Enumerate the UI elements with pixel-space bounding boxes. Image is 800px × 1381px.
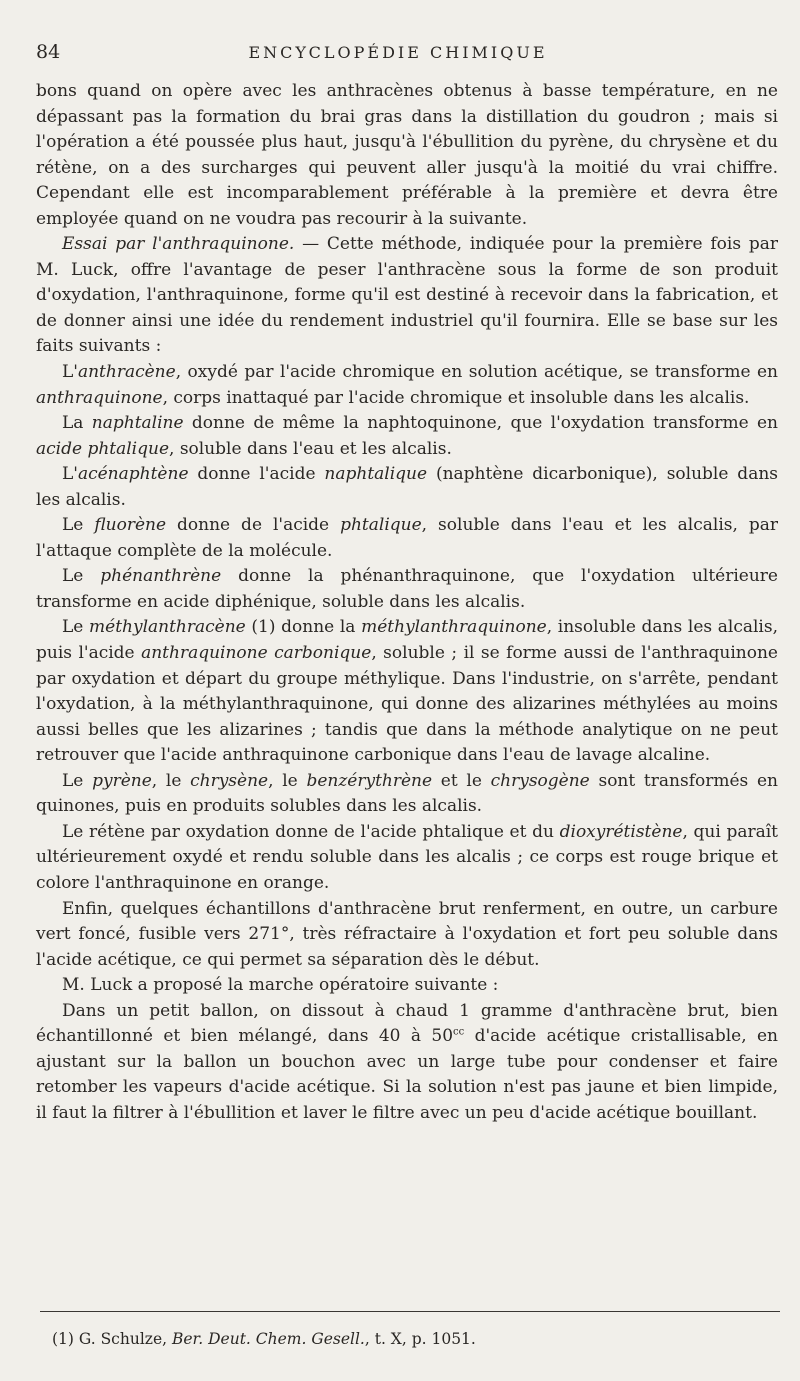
- italic-term: phénanthrène: [100, 566, 222, 587]
- italic-term: chrysène: [190, 770, 269, 791]
- paragraph: [36, 769, 778, 820]
- text: donne de l'acide: [166, 515, 341, 536]
- italic-term: anthracène: [77, 362, 176, 383]
- superscript: cc: [453, 1026, 465, 1038]
- text: (1) donne la: [245, 617, 362, 638]
- paragraph: [36, 79, 778, 232]
- text: La: [62, 413, 92, 434]
- text: , soluble dans l'eau et les alcalis, par l'attaque complète de la molécule.: [36, 515, 779, 561]
- text: — Cette méthode, indiquée pour la première fois par M. Luck, offre l'avantage de peser l'anthracène sous la forme de son produit d'oxydation, l'anthraquinone, forme qu'il est destiné à recevoir dans la fabrication, et de donner ainsi une idée du rendement industriel qu'il fournira. Elle se base sur les faits suivants :: [36, 234, 778, 357]
- paragraph: [36, 411, 778, 462]
- italic-term: chrysogène: [490, 770, 590, 791]
- text: L': [62, 464, 78, 485]
- italic-term: fluorène: [94, 515, 167, 536]
- text: d'acide acétique cristallisable, en ajustant sur la ballon un bouchon avec un large tube pour condenser et faire retomber les vapeurs d'acide acétique. Si la solution n'est pas jaune et bien limpide, il faut la filtrer à l'ébullition et laver le filtre avec un peu d'acide acétique bouillant.: [36, 1026, 778, 1123]
- paragraph: [36, 462, 778, 513]
- text: Dans un petit ballon, on dissout à chaud 1 gramme d'anthracène brut, bien échantillonné et bien mélangé, dans 40 à 50: [36, 1000, 778, 1047]
- text: et le: [432, 770, 491, 791]
- italic-term: anthraquinone: [36, 387, 163, 408]
- paragraph: [36, 820, 778, 897]
- citation-title: Ber. Deut. Chem. Gesell.: [171, 1330, 365, 1348]
- running-title: ENCYCLOPÉDIE CHIMIQUE: [248, 43, 548, 62]
- italic-term: naphtaline: [91, 413, 184, 434]
- text: Le: [62, 515, 95, 536]
- italic-term: anthraquinone carbonique: [141, 643, 372, 664]
- text: , oxydé par l'acide chromique en solution acétique, se transforme en: [175, 362, 778, 383]
- italic-term: acide phtalique: [36, 438, 170, 459]
- text: Le: [62, 770, 93, 791]
- paragraph: [36, 897, 778, 974]
- text: L': [62, 362, 78, 383]
- text: Le rétène par oxydation donne de l'acide phtalique et du: [62, 821, 560, 842]
- text: M. Luck a proposé la marche opératoire suivante :: [62, 975, 499, 996]
- italic-term: benzérythrène: [306, 770, 433, 791]
- text: , le: [151, 770, 191, 791]
- text: , insoluble dans les alcalis, puis l'acide: [36, 617, 778, 664]
- page-number: 84: [36, 41, 61, 63]
- italic-term: pyrène: [92, 770, 152, 791]
- text: (naphtène dicarbonique), soluble dans les alcalis.: [36, 464, 779, 510]
- italic-term: dioxyrétistène: [559, 821, 683, 842]
- text: sont transformés en quinones, puis en produits solubles dans les alcalis.: [36, 770, 778, 817]
- text: (1) G. Schulze,: [52, 1330, 172, 1348]
- paragraph: [36, 360, 778, 411]
- text: donne de même la naphtoquinone, que l'oxydation transforme en: [183, 413, 778, 434]
- italic-term: méthylanthracène: [89, 617, 246, 638]
- text: , corps inattaqué par l'acide chromique et insoluble dans les alcalis.: [162, 387, 750, 408]
- text: bons quand on opère avec les anthracènes obtenus à basse température, en ne dépassant pas la formation du brai gras dans la distillation du goudron ; mais si l'opération a été poussée plus haut, jusqu'à l'ébullition du pyrène, du chrysène et du rétène, on a des surcharges qui peuvent aller jusqu'à la moitié du vrai chiffre. Cependant elle est incomparablement préférable à la première et devra être employée quand on ne voudra pas recourir à la suivante.: [36, 81, 778, 229]
- paragraph: [36, 615, 778, 768]
- text: Le: [62, 617, 90, 638]
- text: Le: [62, 566, 101, 587]
- text: , soluble dans l'eau et les alcalis.: [169, 438, 452, 459]
- text: , le: [268, 770, 307, 791]
- paragraph: [36, 564, 778, 615]
- page-header: [36, 41, 760, 67]
- text: Enfin, quelques échantillons d'anthracène brut renferment, en outre, un carbure vert foncé, fusible vers 271°, très réfractaire à l'oxydation et fort peu soluble dans l'acide acétique, ce qui permet sa séparation dès le début.: [36, 898, 778, 970]
- body-text: [36, 79, 778, 1126]
- text: donne la phénanthraquinone, que l'oxydation ultérieure transforme en acide diphénique, soluble dans les alcalis.: [36, 566, 778, 612]
- italic-term: méthylanthraquinone: [361, 617, 547, 638]
- paragraph: [36, 513, 778, 564]
- footnote-divider: [40, 1311, 780, 1312]
- text: , qui paraît ultérieurement oxydé et rendu soluble dans les alcalis ; ce corps est rouge brique et colore l'anthraquinone en orange.: [36, 821, 779, 893]
- italic-term: phtalique: [340, 515, 422, 536]
- italic-term: acénaphtène: [77, 464, 189, 485]
- paragraph: [36, 999, 778, 1127]
- section-heading: Essai par l'anthraquinone.: [62, 234, 295, 255]
- paragraph: [36, 973, 778, 999]
- footnote: [52, 1330, 476, 1348]
- text: , t. X, p. 1051.: [364, 1330, 476, 1348]
- italic-term: naphtalique: [324, 464, 428, 485]
- text: donne l'acide: [188, 464, 325, 485]
- paragraph: [36, 232, 778, 360]
- text: , soluble ; il se forme aussi de l'anthraquinone par oxydation et départ du groupe méthylique. Dans l'industrie, on s'arrête, pendant l'oxydation, à la méthylanthraquinone, qui donne des alizarines méthylées au moins aussi belles que les alizarines ; tandis que dans la méthode analytique on ne peut retrouver que l'acide anthraquinone carbonique dans l'eau de lavage alcaline.: [36, 643, 778, 766]
